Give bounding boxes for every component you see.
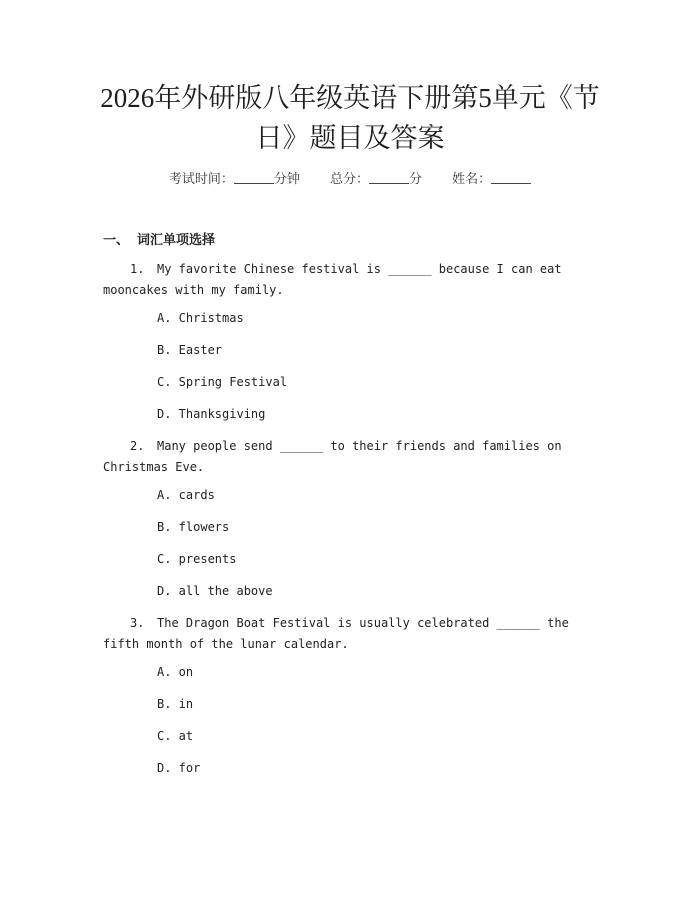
- question-2: [103, 436, 593, 602]
- option-d: D. all the above: [157, 584, 273, 598]
- question-number: 2.: [130, 439, 145, 453]
- question-stem: [103, 259, 593, 301]
- option-d: D. for: [157, 761, 201, 775]
- name-label: 姓名：: [452, 172, 492, 187]
- question-text: Many people send ______ to their friends and families on Christmas Eve.: [103, 439, 562, 474]
- question-text: My favorite Chinese festival is ______ because I can eat mooncakes with my family.: [103, 262, 562, 297]
- option-c: C. at: [157, 729, 194, 743]
- section-title: 词汇单项选择: [137, 233, 216, 248]
- name-blank: [491, 171, 531, 184]
- total-score-label: 总分：: [329, 172, 369, 187]
- total-score-blank: [369, 171, 409, 184]
- option-b: B. flowers: [157, 520, 230, 534]
- option-b: B. in: [157, 697, 194, 711]
- option-c: C. Spring Festival: [157, 375, 288, 389]
- section-heading: [103, 229, 215, 248]
- exam-time-unit: 分钟: [273, 172, 300, 187]
- page-title: [60, 78, 640, 158]
- question-3: [103, 613, 593, 779]
- question-number: 3.: [130, 616, 145, 630]
- option-d: D. Thanksgiving: [157, 407, 266, 421]
- exam-time-label: 考试时间：: [168, 172, 234, 187]
- question-stem: [103, 613, 593, 655]
- title-line-2: 日》题目及答案: [255, 123, 445, 153]
- question-1: [103, 259, 593, 425]
- total-score-field: [330, 168, 422, 187]
- total-score-unit: 分: [409, 172, 423, 187]
- question-number: 1.: [130, 262, 145, 276]
- option-c: C. presents: [157, 552, 237, 566]
- name-field: [452, 168, 531, 187]
- option-a: A. on: [157, 665, 194, 679]
- question-stem: [103, 436, 593, 478]
- exam-info-bar: [0, 168, 700, 187]
- exam-time-field: [169, 168, 300, 187]
- exam-time-blank: [234, 171, 274, 184]
- option-b: B. Easter: [157, 343, 223, 357]
- question-list: [103, 259, 593, 790]
- title-line-1: 2026年外研版八年级英语下册第5单元《节: [100, 83, 600, 113]
- section-number: 一、: [103, 233, 130, 248]
- option-a: A. Christmas: [157, 311, 244, 325]
- option-a: A. cards: [157, 488, 215, 502]
- question-text: The Dragon Boat Festival is usually celebrated ______ the fifth month of the lunar calendar.: [103, 616, 569, 651]
